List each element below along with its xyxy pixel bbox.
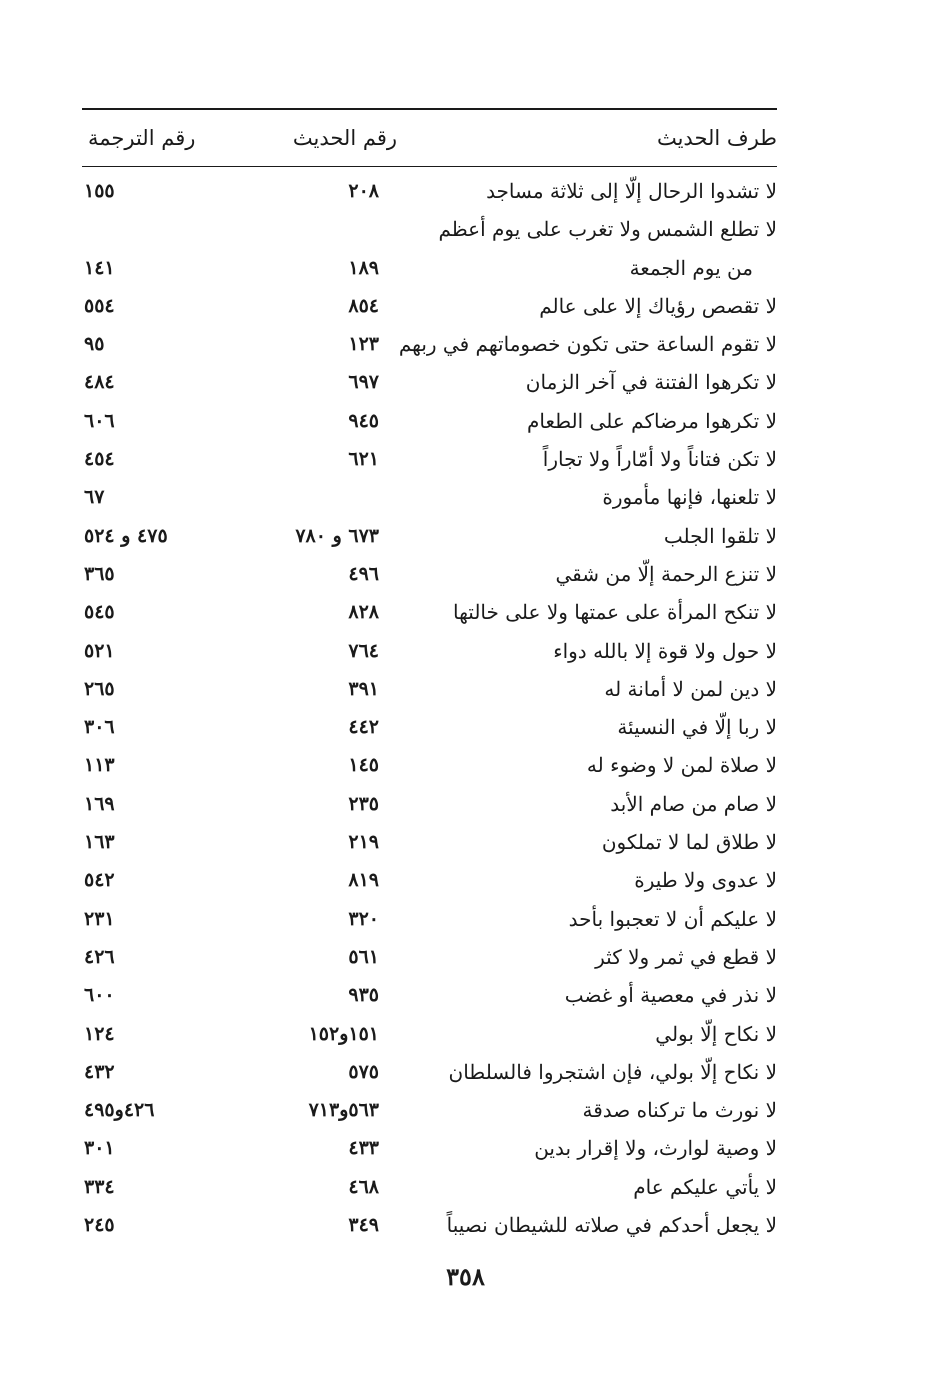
hadith-text: لا نكاح إلّا بولي، فإن اشتجروا فالسلطان	[448, 1059, 777, 1084]
hadith-text: لا قطع في ثمر ولا كثر	[595, 944, 777, 969]
translation-number: ٦٧	[84, 486, 105, 509]
translation-number: ٦٠٠	[84, 984, 115, 1007]
hadith-number: ٣٩١	[348, 677, 379, 700]
index-table-body	[82, 172, 777, 1244]
translation-number: ٥٤٥	[84, 601, 115, 624]
translation-number: ١٥٥	[84, 180, 115, 202]
hadith-number: ٤٤٢	[348, 716, 379, 739]
header-hadith-text: طرف الحديث	[656, 126, 777, 150]
hadith-text: لا دين لمن لا أمانة له	[604, 676, 777, 701]
hadith-number: ٨٢٨	[348, 601, 379, 624]
hadith-text: لا تقوم الساعة حتى تكون خصوماتهم في ربهم	[398, 332, 777, 357]
hadith-text: لا تطلع الشمس ولا تغرب على يوم أعظم	[438, 217, 777, 242]
table-row	[82, 402, 777, 440]
translation-number: ٤٢٦	[84, 945, 115, 968]
hadith-number: ٩٤٥	[348, 409, 379, 432]
translation-number: ٣٣٤	[84, 1175, 115, 1198]
translation-number: ٤٧٥ و ٥٢٤	[84, 524, 168, 547]
table-row	[82, 555, 777, 593]
hadith-text: لا نورث ما تركناه صدقة	[582, 1098, 777, 1123]
hadith-number: ٥٦٣و٧١٣	[308, 1099, 379, 1122]
translation-number: ٤٨٤	[84, 371, 115, 394]
hadith-number: ٦٢١	[348, 448, 379, 471]
header-translation-number: رقم الترجمة	[88, 126, 196, 150]
hadith-text: لا تكن فتاناً ولا أمّاراً ولا تجاراً	[542, 447, 777, 472]
table-row	[82, 1129, 777, 1167]
translation-number: ١٢٤	[84, 1022, 115, 1045]
hadith-number: ١٥١و١٥٢	[308, 1022, 379, 1045]
hadith-text: لا نذر في معصية أو غضب	[564, 983, 777, 1008]
table-row	[82, 976, 777, 1014]
table-row	[82, 593, 777, 631]
table-row	[82, 172, 777, 210]
hadith-number: ٤٦٨	[348, 1175, 379, 1198]
table-row	[82, 632, 777, 670]
hadith-number: ١٨٩	[348, 256, 379, 279]
hadith-number: ٩٣٥	[348, 984, 379, 1007]
translation-number: ٥٤٢	[84, 869, 115, 892]
header-hadith-number: رقم الحديث	[292, 126, 397, 150]
table-row	[82, 785, 777, 823]
table-row	[82, 478, 777, 516]
hadith-number: ٣٤٩	[348, 1214, 379, 1237]
hadith-text: لا تكرهوا الفتنة في آخر الزمان	[525, 370, 777, 395]
hadith-number: ٨١٩	[348, 869, 379, 892]
hadith-number: ٦٩٧	[348, 371, 379, 394]
table-row	[82, 440, 777, 478]
table-row	[82, 1206, 777, 1244]
hadith-text: لا عليكم أن لا تعجبوا بأحد	[568, 906, 777, 931]
translation-number: ٥٥٤	[84, 294, 115, 317]
table-row	[82, 1053, 777, 1091]
hadith-text: لا وصية لوارث، ولا إقرار بدين	[534, 1136, 777, 1161]
hadith-text: لا يجعل أحدكم في صلاته للشيطان نصيباً	[446, 1213, 777, 1238]
hadith-number: ١٤٥	[348, 754, 379, 777]
table-row	[82, 670, 777, 708]
hadith-text: لا عدوى ولا طيرة	[634, 868, 777, 893]
translation-number: ٢٤٥	[84, 1214, 115, 1237]
hadith-text: لا تشدوا الرحال إلّا إلى ثلاثة مساجد	[486, 179, 777, 203]
translation-number: ٩٥	[84, 333, 105, 356]
translation-number: ٣٦٥	[84, 562, 115, 585]
hadith-text: لا نكاح إلّا بولي	[655, 1021, 777, 1046]
translation-number: ٢٦٥	[84, 677, 115, 700]
table-row	[82, 1091, 777, 1129]
hadith-text: لا يأتي عليكم عام	[633, 1174, 777, 1199]
table-row	[82, 517, 777, 555]
hadith-text: لا صلاة لمن لا وضوء له	[586, 753, 777, 778]
hadith-text: لا حول ولا قوة إلا بالله دواء	[553, 638, 777, 663]
table-row	[82, 746, 777, 784]
table-row	[82, 210, 777, 248]
hadith-number: ٢٠٨	[348, 180, 379, 202]
hadith-text: لا تنكح المرأة على عمتها ولا على خالتها	[452, 600, 777, 625]
translation-number: ٦٠٦	[84, 409, 115, 432]
translation-number: ١٦٩	[84, 792, 115, 815]
hadith-number: ٢١٩	[348, 831, 379, 854]
header-rule	[82, 166, 777, 167]
translation-number: ٤٣٢	[84, 1060, 115, 1083]
table-row	[82, 287, 777, 325]
translation-number: ٥٢١	[84, 639, 115, 662]
translation-number: ١٦٣	[84, 831, 115, 854]
translation-number: ٤٢٦و٤٩٥	[84, 1099, 155, 1122]
hadith-text: لا طلاق لما لا تملكون	[601, 830, 777, 855]
hadith-number: ٤٣٣	[348, 1137, 379, 1160]
hadith-number: ٧٦٤	[348, 639, 379, 662]
table-row	[82, 363, 777, 401]
hadith-text: لا تقصص رؤياك إلا على عالم	[539, 293, 777, 318]
translation-number: ٣٠١	[84, 1137, 115, 1160]
table-row	[82, 708, 777, 746]
table-row	[82, 325, 777, 363]
translation-number: ٢٣١	[84, 907, 115, 930]
hadith-text: لا صام من صام الأبد	[610, 791, 777, 816]
hadith-number: ٣٢٠	[348, 907, 379, 930]
hadith-number: ١٢٣	[348, 333, 379, 356]
table-row	[82, 900, 777, 938]
hadith-text: لا تلقوا الجلب	[663, 523, 777, 548]
translation-number: ٣٠٦	[84, 716, 115, 739]
hadith-number: ٤٩٦	[348, 562, 379, 585]
table-header	[82, 118, 777, 158]
hadith-text: لا تلعنها، فإنها مأمورة	[602, 485, 777, 510]
top-rule	[82, 108, 777, 110]
table-row	[82, 1015, 777, 1053]
hadith-number: ٨٥٤	[348, 294, 379, 317]
hadith-text: لا تنزع الرحمة إلّا من شقي	[555, 561, 777, 586]
translation-number: ١١٣	[84, 754, 115, 777]
hadith-number: ٢٣٥	[348, 792, 379, 815]
hadith-text: من يوم الجمعة	[629, 255, 753, 280]
hadith-number: ٥٧٥	[348, 1060, 379, 1083]
table-row	[82, 938, 777, 976]
table-row	[82, 1168, 777, 1206]
hadith-number: ٦٧٣ و ٧٨٠	[295, 524, 379, 547]
table-row	[82, 861, 777, 899]
table-row	[82, 249, 777, 287]
translation-number: ٤٥٤	[84, 448, 115, 471]
page-number: ٣٥٨	[446, 1262, 485, 1291]
translation-number: ١٤١	[84, 256, 115, 279]
hadith-text: لا تكرهوا مرضاكم على الطعام	[527, 408, 777, 433]
table-row	[82, 823, 777, 861]
hadith-number: ٥٦١	[348, 945, 379, 968]
hadith-text: لا ربا إلّا في النسيئة	[617, 715, 777, 740]
